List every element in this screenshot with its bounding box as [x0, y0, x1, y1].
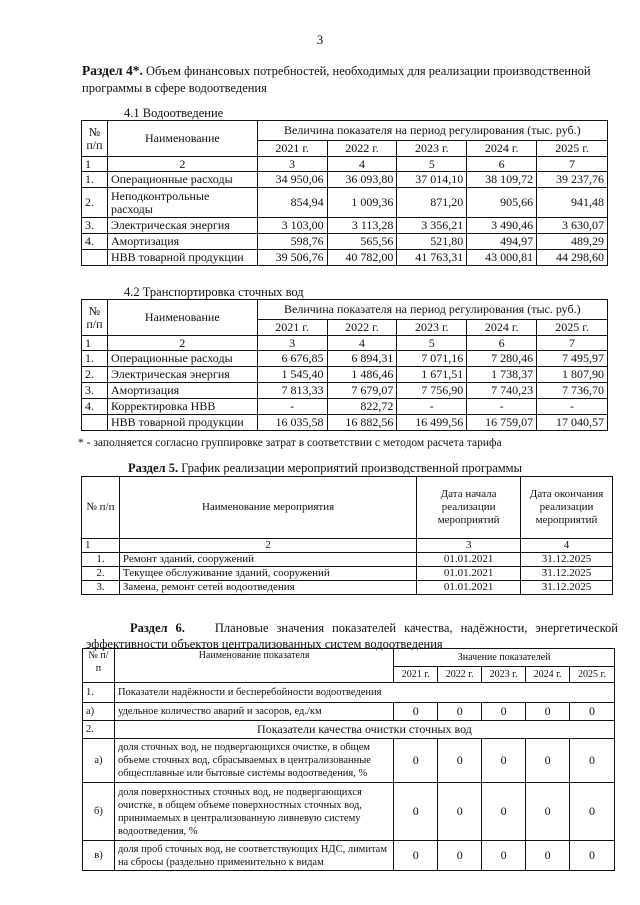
value-cell: 0: [482, 703, 526, 721]
table-row: [82, 581, 613, 595]
table-total-row: [82, 415, 608, 431]
col-number: 6: [467, 157, 537, 172]
col-number: 3: [257, 157, 327, 172]
value-cell: 16 035,58: [257, 415, 327, 431]
row-num: б): [83, 783, 115, 841]
header-value: Величина показателя на период регулирования (тыс. руб.): [257, 121, 607, 141]
value-cell: 7 740,23: [467, 383, 537, 399]
table-row: [82, 234, 608, 250]
row-num: 4.: [82, 234, 108, 250]
col-number: 2: [119, 539, 416, 553]
value-cell: 598,76: [257, 234, 327, 250]
row-num: 2.: [82, 188, 108, 218]
row-name: Операционные расходы: [107, 172, 257, 188]
table-row: [82, 567, 613, 581]
table-row: [82, 383, 608, 399]
value-cell: 0: [482, 739, 526, 783]
year-cell: 2023 г.: [482, 667, 526, 683]
value-cell: 489,29: [537, 234, 608, 250]
col-number: 2: [107, 157, 257, 172]
header-end: Дата окончания реализации мероприятий: [521, 477, 613, 539]
value-cell: 6 676,85: [257, 351, 327, 367]
row-name: НВВ товарной продукции: [107, 415, 257, 431]
value-cell: 494,97: [467, 234, 537, 250]
table-6: [82, 648, 615, 871]
value-cell: 0: [438, 739, 482, 783]
value-cell: 0: [526, 739, 570, 783]
value-cell: 3 630,07: [537, 218, 608, 234]
row-num: 1.: [83, 683, 115, 703]
row-num: [82, 415, 108, 431]
header-num: № п/п: [82, 121, 108, 157]
value-cell: 39 237,76: [537, 172, 608, 188]
row-num: 3.: [82, 383, 108, 399]
col-number: 3: [257, 336, 327, 351]
value-cell: 0: [482, 841, 526, 871]
value-cell: 3 113,28: [327, 218, 397, 234]
year-cell: 2022 г.: [327, 320, 397, 336]
group-row: [83, 683, 615, 703]
value-cell: 1 486,46: [327, 367, 397, 383]
table-total-row: [82, 250, 608, 266]
table41-caption: 4.1 Водоотведение: [124, 106, 224, 120]
year-cell: 2021 г.: [257, 320, 327, 336]
value-cell: 7 736,70: [537, 383, 608, 399]
section5-label: Раздел 5.: [128, 461, 179, 475]
row-start: 01.01.2021: [417, 581, 521, 595]
row-name: Электрическая энергия: [107, 367, 257, 383]
col-number: 5: [397, 157, 467, 172]
row-num: 4.: [82, 399, 108, 415]
table-row: [82, 553, 613, 567]
value-cell: 0: [526, 703, 570, 721]
col-number: 3: [417, 539, 521, 553]
value-cell: 40 782,00: [327, 250, 397, 266]
section5-heading: [128, 461, 522, 476]
value-cell: 6 894,31: [327, 351, 397, 367]
value-cell: 7 679,07: [327, 383, 397, 399]
year-cell: 2021 г.: [257, 141, 327, 157]
value-cell: 0: [526, 783, 570, 841]
value-cell: 7 813,33: [257, 383, 327, 399]
table-row: [82, 218, 608, 234]
value-cell: -: [467, 399, 537, 415]
value-cell: 0: [570, 783, 615, 841]
group-title: Показатели надёжности и бесперебойности водоотведения: [114, 683, 614, 703]
value-cell: 36 093,80: [327, 172, 397, 188]
row-num: [82, 250, 108, 266]
row-name: Амортизация: [107, 234, 257, 250]
row-name: доля сточных вод, не подвергающихся очистке, в общем объеме сточных вод, сбрасываемых в централизованные общесплавные или бытовые системы водоотведения, %: [114, 739, 393, 783]
col-number: 4: [327, 336, 397, 351]
value-cell: 0: [438, 841, 482, 871]
col-number: 1: [82, 336, 108, 351]
value-cell: 521,80: [397, 234, 467, 250]
value-cell: 0: [570, 703, 615, 721]
value-cell: 905,66: [467, 188, 537, 218]
group-title: Показатели качества очистки сточных вод: [114, 721, 614, 739]
value-cell: 1 807,90: [537, 367, 608, 383]
row-num: 3.: [82, 218, 108, 234]
value-cell: 0: [394, 739, 438, 783]
value-cell: 1 738,37: [467, 367, 537, 383]
value-cell: 44 298,60: [537, 250, 608, 266]
row-num: 3.: [82, 581, 120, 595]
value-cell: 1 009,36: [327, 188, 397, 218]
table-4-2: [81, 299, 608, 431]
row-num: а): [83, 739, 115, 783]
value-cell: 34 950,06: [257, 172, 327, 188]
row-end: 31.12.2025: [521, 567, 613, 581]
footnote: * - заполняется согласно группировке затрат в соответствии с методом расчета тарифа: [78, 437, 502, 449]
value-cell: 0: [438, 703, 482, 721]
header-num: № п/п: [83, 649, 115, 683]
col-number: 1: [82, 157, 108, 172]
year-cell: 2024 г.: [526, 667, 570, 683]
section4-heading: [82, 62, 622, 97]
header-num: № п/п: [82, 300, 108, 336]
table-row: [82, 399, 608, 415]
row-end: 31.12.2025: [521, 581, 613, 595]
value-cell: 0: [394, 841, 438, 871]
value-cell: 37 014,10: [397, 172, 467, 188]
value-cell: 0: [526, 841, 570, 871]
col-number: 4: [521, 539, 613, 553]
header-name: Наименование: [107, 121, 257, 157]
row-start: 01.01.2021: [417, 553, 521, 567]
value-cell: 7 280,46: [467, 351, 537, 367]
header-name: Наименование: [107, 300, 257, 336]
header-start: Дата начала реализации мероприятий: [417, 477, 521, 539]
value-cell: 16 759,07: [467, 415, 537, 431]
table-row: [83, 783, 615, 841]
table-5: [81, 476, 613, 595]
value-cell: 854,94: [257, 188, 327, 218]
value-cell: 0: [570, 841, 615, 871]
year-cell: 2022 г.: [327, 141, 397, 157]
header-name: Наименование мероприятия: [119, 477, 416, 539]
col-number: 1: [82, 539, 120, 553]
value-cell: -: [257, 399, 327, 415]
section4-title: Объем финансовых потребностей, необходимых для реализации производственной программы в сфере водоотведения: [82, 64, 591, 95]
row-name: Ремонт зданий, сооружений: [119, 553, 416, 567]
value-cell: 0: [394, 703, 438, 721]
section5-title: График реализации мероприятий производственной программы: [181, 461, 522, 475]
row-name: Амортизация: [107, 383, 257, 399]
value-cell: 7 071,16: [397, 351, 467, 367]
table-row: [83, 739, 615, 783]
value-cell: -: [397, 399, 467, 415]
value-cell: -: [537, 399, 608, 415]
value-cell: 822,72: [327, 399, 397, 415]
value-cell: 43 000,81: [467, 250, 537, 266]
col-number: 6: [467, 336, 537, 351]
row-num: 2.: [82, 567, 120, 581]
table-row: [83, 703, 615, 721]
row-name: Замена, ремонт сетей водоотведения: [119, 581, 416, 595]
year-cell: 2023 г.: [397, 320, 467, 336]
year-cell: 2025 г.: [537, 141, 608, 157]
value-cell: 16 499,56: [397, 415, 467, 431]
year-cell: 2024 г.: [467, 320, 537, 336]
row-num: 1.: [82, 553, 120, 567]
col-number: 2: [107, 336, 257, 351]
row-name: Корректировка НВВ: [107, 399, 257, 415]
value-cell: 0: [394, 783, 438, 841]
value-cell: 565,56: [327, 234, 397, 250]
value-cell: 941,48: [537, 188, 608, 218]
year-cell: 2024 г.: [467, 141, 537, 157]
row-start: 01.01.2021: [417, 567, 521, 581]
row-num: 2.: [82, 367, 108, 383]
year-cell: 2023 г.: [397, 141, 467, 157]
value-cell: 38 109,72: [467, 172, 537, 188]
year-cell: 2022 г.: [438, 667, 482, 683]
year-cell: 2021 г.: [394, 667, 438, 683]
table-row: [82, 188, 608, 218]
value-cell: 17 040,57: [537, 415, 608, 431]
row-num: а): [83, 703, 115, 721]
row-name: Текущее обслуживание зданий, сооружений: [119, 567, 416, 581]
value-cell: 1 545,40: [257, 367, 327, 383]
row-num: 1.: [82, 172, 108, 188]
value-cell: 39 506,76: [257, 250, 327, 266]
col-number: 4: [327, 157, 397, 172]
header-num: № п/п: [82, 477, 120, 539]
row-name: НВВ товарной продукции: [107, 250, 257, 266]
row-name: Электрическая энергия: [107, 218, 257, 234]
value-cell: 7 495,97: [537, 351, 608, 367]
page-number: 3: [316, 32, 324, 47]
value-cell: 0: [438, 783, 482, 841]
value-cell: 7 756,90: [397, 383, 467, 399]
value-cell: 3 490,46: [467, 218, 537, 234]
row-name: доля поверхностных сточных вод, не подвергающихся очистке, в общем объеме поверхностных сточных вод, принимаемых в централизованную ливневую систему водоотведения, %: [114, 783, 393, 841]
value-cell: 41 763,31: [397, 250, 467, 266]
row-end: 31.12.2025: [521, 553, 613, 567]
col-number: 5: [397, 336, 467, 351]
group-row: [83, 721, 615, 739]
row-name: удельное количество аварий и засоров, ед./км: [114, 703, 393, 721]
row-name: доля проб сточных вод, не соответствующих НДС, лимитам на сбросы (раздельно применительно к видам: [114, 841, 393, 871]
section4-label: Раздел 4*.: [82, 63, 143, 78]
header-value: Величина показателя на период регулирования (тыс. руб.): [257, 300, 607, 320]
table-4-1: [81, 120, 608, 266]
header-name: Наименование показателя: [114, 649, 393, 683]
value-cell: 3 356,21: [397, 218, 467, 234]
table-row: [82, 351, 608, 367]
year-cell: 2025 г.: [570, 667, 615, 683]
year-cell: 2025 г.: [537, 320, 608, 336]
section6-title: Плановые значения показателей качества, надёжности, энергетической эффективности объектов централизованных систем водоотведения: [86, 621, 618, 651]
col-number: 7: [537, 336, 608, 351]
col-number: 7: [537, 157, 608, 172]
value-cell: 0: [482, 783, 526, 841]
value-cell: 871,20: [397, 188, 467, 218]
row-num: 1.: [82, 351, 108, 367]
section6-label: Раздел 6.: [130, 621, 185, 635]
header-value: Значение показателей: [394, 649, 615, 667]
value-cell: 16 882,56: [327, 415, 397, 431]
row-num: в): [83, 841, 115, 871]
value-cell: 0: [570, 739, 615, 783]
table-row: [82, 367, 608, 383]
row-name: Неподконтрольные расходы: [107, 188, 257, 218]
table-row: [83, 841, 615, 871]
row-num: 2.: [83, 721, 115, 739]
value-cell: 1 671,51: [397, 367, 467, 383]
row-name: Операционные расходы: [107, 351, 257, 367]
value-cell: 3 103,00: [257, 218, 327, 234]
table-row: [82, 172, 608, 188]
table42-caption: 4.2 Транспортировка сточных вод: [124, 285, 304, 299]
